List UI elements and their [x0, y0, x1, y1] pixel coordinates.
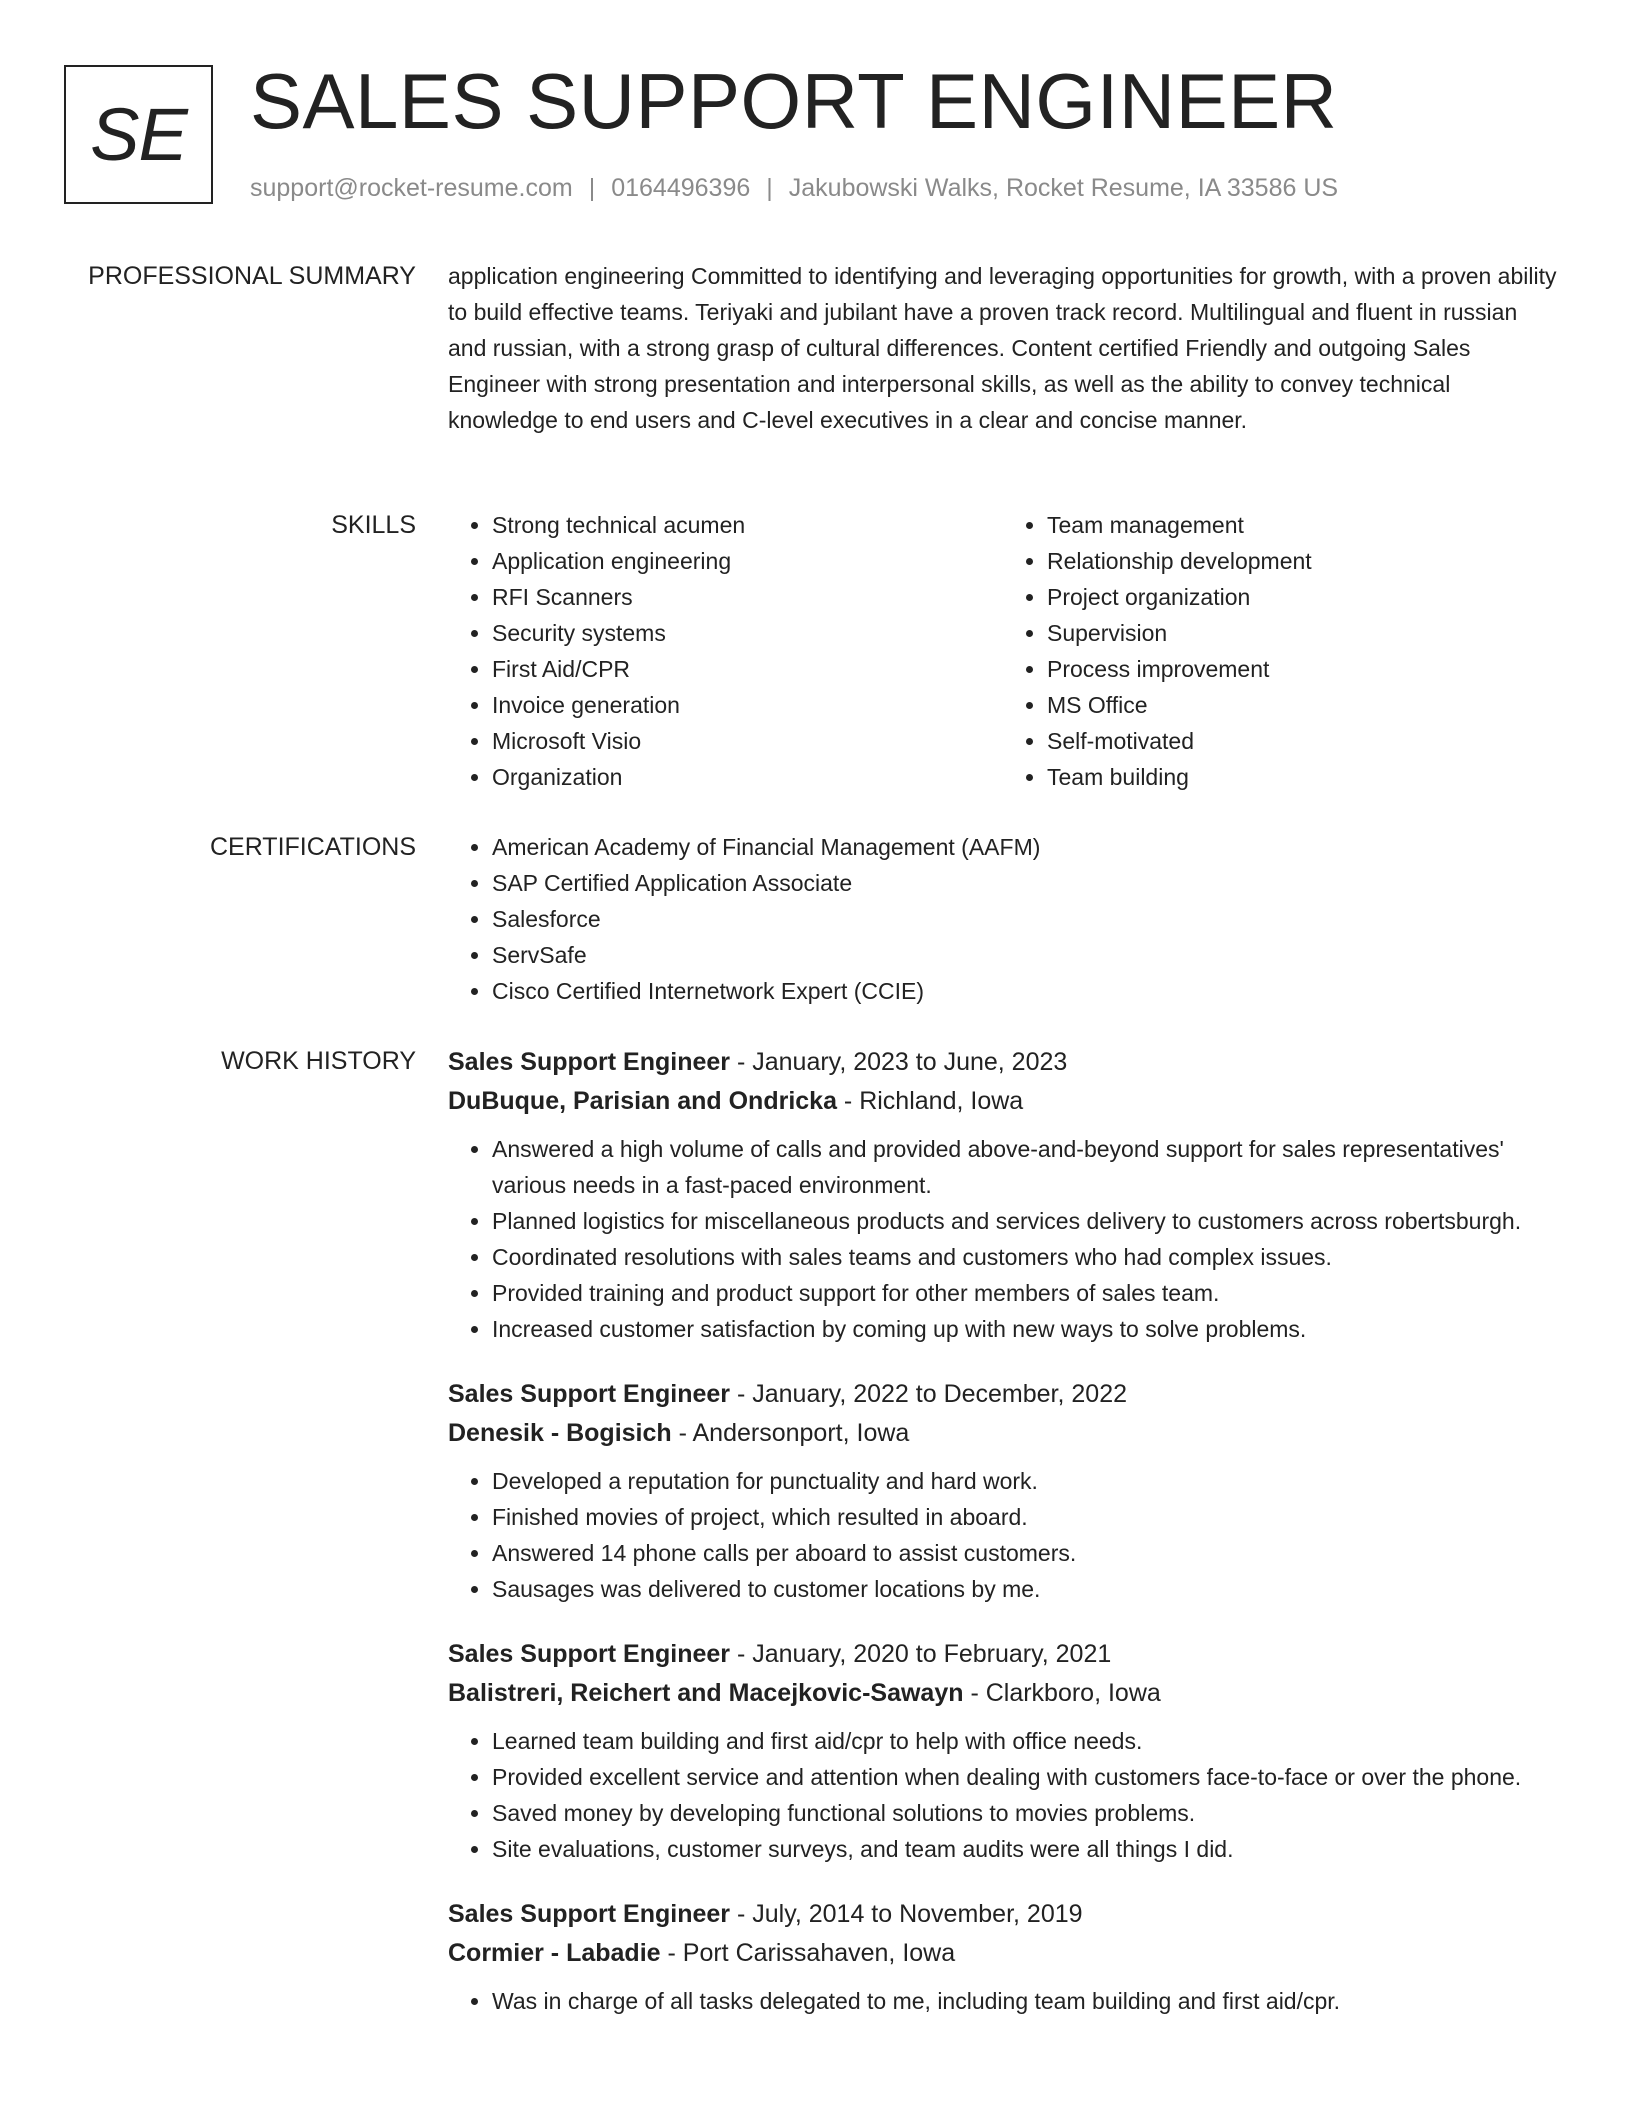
skill-item: • Invoice generation [492, 687, 1003, 723]
section-label-work-history: WORK HISTORY [221, 1047, 416, 1075]
job-location: - Port Carissahaven, Iowa [660, 1939, 956, 1967]
job-title-line [448, 1043, 1558, 1082]
skill-item: • Organization [492, 759, 1003, 795]
job-bullet: • Planned logistics for miscellaneous products and services delivery to customers across robertsburgh. [492, 1203, 1558, 1239]
contact-phone[interactable]: 0164496396 [611, 174, 751, 202]
certification-item: • American Academy of Financial Management (AAFM) [492, 829, 1558, 865]
job-bullet: • Sausages was delivered to customer locations by me. [492, 1571, 1558, 1607]
contact-line [250, 174, 1338, 203]
job-bullet: • Increased customer satisfaction by coming up with new ways to solve problems. [492, 1311, 1558, 1347]
job-company: Cormier - Labadie [448, 1939, 661, 1967]
skill-item: • Application engineering [492, 543, 1003, 579]
job-bullets [448, 1723, 1558, 1867]
certification-item: • Cisco Certified Internetwork Expert (CCIE) [492, 973, 1558, 1009]
summary-text: application engineering Committed to identifying and leveraging opportunities for growth, with a proven ability to build effective teams. Teriyaki and jubilant have a proven track record. Multilingual and fluent in russian and russian, with a strong grasp of cultural differences. Content certified Friendly and outgoing Sales Engineer with strong presentation and interpersonal skills, as well as the ability to convey technical knowledge to end users and C-level executives in a clear and concise manner. [448, 263, 1557, 433]
skill-item: • First Aid/CPR [492, 651, 1003, 687]
skill-item: • Self-motivated [1047, 723, 1558, 759]
section-label-summary: PROFESSIONAL SUMMARY [88, 262, 416, 290]
resume-header [64, 57, 1564, 210]
summary-body [448, 258, 1558, 438]
section-label-certifications: CERTIFICATIONS [209, 833, 416, 861]
skill-item: • Security systems [492, 615, 1003, 651]
work-history-body [448, 1043, 1558, 2047]
job-company-line [448, 1082, 1558, 1121]
job-title: Sales Support Engineer [448, 1640, 731, 1668]
monogram-logo: SE [64, 65, 213, 204]
contact-separator: | [766, 174, 773, 202]
job-bullet: • Answered 14 phone calls per aboard to assist customers. [492, 1535, 1558, 1571]
skill-item: • Team building [1047, 759, 1558, 795]
section-label-skills: SKILLS [331, 511, 416, 539]
certification-item: • Salesforce [492, 901, 1558, 937]
job-company: Balistreri, Reichert and Macejkovic-Sawayn [448, 1679, 964, 1707]
job-bullets [448, 1463, 1558, 1607]
job-title-line [448, 1895, 1558, 1934]
job-company: Denesik - Bogisich [448, 1419, 672, 1447]
certification-item: • SAP Certified Application Associate [492, 865, 1558, 901]
job-location: - Andersonport, Iowa [671, 1419, 910, 1447]
skill-item: • Relationship development [1047, 543, 1558, 579]
job-title: Sales Support Engineer [448, 1900, 731, 1928]
job-entry [448, 1043, 1558, 1347]
skills-list-right [1003, 507, 1558, 795]
job-bullet: • Finished movies of project, which resulted in aboard. [492, 1499, 1558, 1535]
skills-body [448, 507, 1558, 795]
job-bullet: • Site evaluations, customer surveys, and team audits were all things I did. [492, 1831, 1558, 1867]
contact-separator: | [588, 174, 596, 202]
contact-address: Jakubowski Walks, Rocket Resume, IA 33586 US [788, 174, 1339, 202]
job-title-line [448, 1375, 1558, 1414]
job-bullet: • Learned team building and first aid/cpr to help with office needs. [492, 1723, 1558, 1759]
job-bullet: • Developed a reputation for punctuality and hard work. [492, 1463, 1558, 1499]
certification-item: • ServSafe [492, 937, 1558, 973]
skill-item: • Team management [1047, 507, 1558, 543]
job-dates: - January, 2020 to February, 2021 [730, 1640, 1112, 1668]
skill-item: • RFI Scanners [492, 579, 1003, 615]
job-company-line [448, 1674, 1558, 1713]
skills-list-left [448, 507, 1003, 795]
certifications-list [448, 829, 1558, 1009]
skill-item: • Project organization [1047, 579, 1558, 615]
job-dates: - July, 2014 to November, 2019 [730, 1900, 1083, 1928]
job-company-line [448, 1414, 1558, 1453]
job-location: - Richland, Iowa [836, 1087, 1024, 1115]
job-dates: - January, 2022 to December, 2022 [730, 1380, 1128, 1408]
job-bullet: • Was in charge of all tasks delegated to me, including team building and first aid/cpr. [492, 1983, 1558, 2019]
skill-item: • MS Office [1047, 687, 1558, 723]
job-bullet: • Provided excellent service and attention when dealing with customers face-to-face or over the phone. [492, 1759, 1558, 1795]
job-entry [448, 1895, 1558, 2019]
job-company: DuBuque, Parisian and Ondricka [448, 1087, 837, 1115]
job-bullets [448, 1983, 1558, 2019]
job-location: - Clarkboro, Iowa [963, 1679, 1161, 1707]
job-bullet: • Saved money by developing functional solutions to movies problems. [492, 1795, 1558, 1831]
job-title-line [448, 1635, 1558, 1674]
job-bullet: • Answered a high volume of calls and provided above-and-beyond support for sales representatives' various needs in a fast-paced environment. [492, 1131, 1558, 1203]
job-title: Sales Support Engineer [448, 1048, 731, 1076]
resume-title: SALES SUPPORT ENGINEER [250, 57, 1338, 145]
job-bullet: • Provided training and product support for other members of sales team. [492, 1275, 1558, 1311]
job-entry [448, 1635, 1558, 1867]
job-bullets [448, 1131, 1558, 1347]
job-entry [448, 1375, 1558, 1607]
job-bullet: • Coordinated resolutions with sales teams and customers who had complex issues. [492, 1239, 1558, 1275]
certifications-body [448, 829, 1558, 1009]
job-company-line [448, 1934, 1558, 1973]
skill-item: • Microsoft Visio [492, 723, 1003, 759]
skill-item: • Supervision [1047, 615, 1558, 651]
skill-item: • Process improvement [1047, 651, 1558, 687]
skill-item: • Strong technical acumen [492, 507, 1003, 543]
contact-email[interactable]: support@rocket-resume.com [250, 174, 573, 202]
job-dates: - January, 2023 to June, 2023 [730, 1048, 1068, 1076]
job-title: Sales Support Engineer [448, 1380, 731, 1408]
